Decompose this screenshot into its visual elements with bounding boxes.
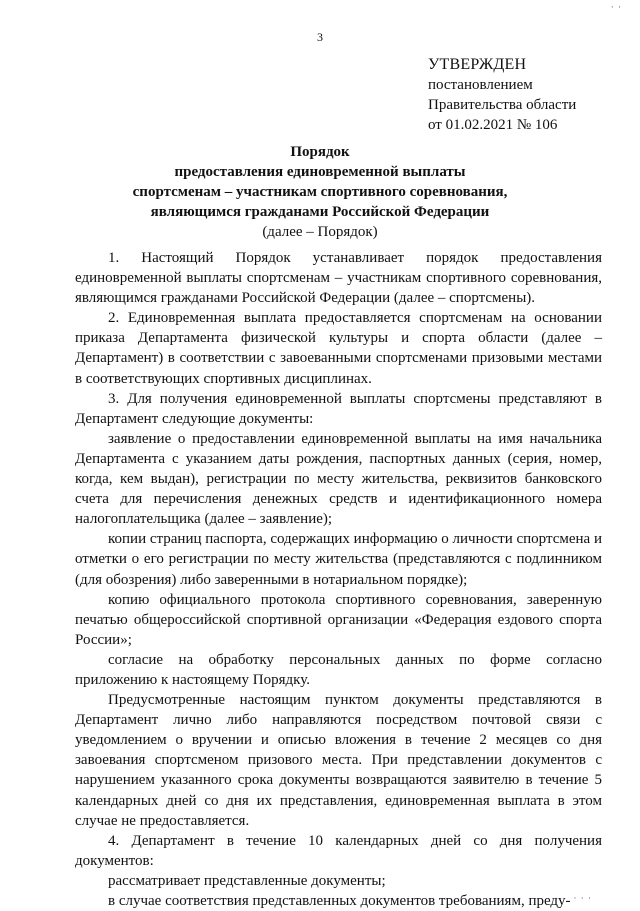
approval-stamp (428, 55, 576, 135)
corner-mark: · · (610, 2, 622, 12)
approval-line-3: от 01.02.2021 № 106 (428, 117, 558, 133)
approval-title: УТВЕРЖДЕН (428, 56, 527, 73)
approval-line-1: постановлением (428, 77, 533, 93)
paragraph-3-item-protocol: копию официального протокола спортивного соревнования, заверенную печатью общероссийской спортивной организации «Федерация ездового спорта России»; (75, 591, 602, 648)
paragraph-3-submission: Предусмотренные настоящим пунктом документы представляются в Департамент лично либо направляются посредством почтовой связи с уведомлением о вручении и описью вложения в течение 2 месяцев со дня завоевания спортсменом призового места. При представлении документов с нарушением указанного срока документы возвращаются заявителю в течение 5 календарных дней со дня их представления, единовременная выплата в этом случае не предоставляется. (75, 692, 602, 829)
paragraph-2: 2. Единовременная выплата предоставляется спортсменам на основании приказа Департамента физической культуры и спорта области (далее – Департамент) в соответствии с завоеванными спортсменами призовыми местами в соответствующих спортивных дисциплинах. (75, 310, 602, 387)
page-number: 3 (317, 30, 323, 44)
paragraph-4-item-review: рассматривает представленные документы; (108, 872, 386, 889)
paragraph-4-item-compliance: в случае соответствия представленных документов требованиям, преду- (108, 893, 571, 909)
paragraph-3: 3. Для получения единовременной выплаты спортсмены представляют в Департамент следующие документы: (75, 390, 602, 427)
heading-line-2: предоставления единовременной выплаты (174, 164, 466, 180)
document-body (75, 248, 602, 911)
heading-title: Порядок (290, 144, 350, 160)
bottom-mark: · · · (573, 893, 592, 903)
document-heading (0, 142, 640, 242)
paragraph-3-item-passport: копии страниц паспорта, содержащих информацию о личности спортсмена и отметки о его регистрации по месту жительства (представляются с подлинником (для обозрения) либо заверенными в нотариальном порядке); (75, 531, 602, 588)
paragraph-4: 4. Департамент в течение 10 календарных дней со дня получения документов: (75, 832, 602, 869)
heading-line-3: спортсменам – участникам спортивного соревнования, (132, 184, 508, 200)
paragraph-1: 1. Настоящий Порядок устанавливает порядок предоставления единовременной выплаты спортсменам – участникам спортивного соревнования, являющимся гражданами Российской Федерации (далее – спортсмены). (75, 250, 602, 307)
heading-line-4: являющимся гражданами Российской Федерации (150, 204, 490, 220)
paragraph-3-item-consent: согласие на обработку персональных данных по форме согласно приложению к настоящему Порядку. (75, 651, 602, 688)
paragraph-3-item-application: заявление о предоставлении единовременной выплаты на имя начальника Департамента с указанием даты рождения, паспортных данных (серия, номер, когда, кем выдан), регистрации по месту жительства, реквизитов банковского счета для перечисления денежных средств и идентификационного номера налогоплательщика (далее – заявление); (75, 430, 602, 528)
approval-line-2: Правительства области (428, 97, 577, 113)
heading-abbreviation: (далее – Порядок) (262, 224, 378, 240)
